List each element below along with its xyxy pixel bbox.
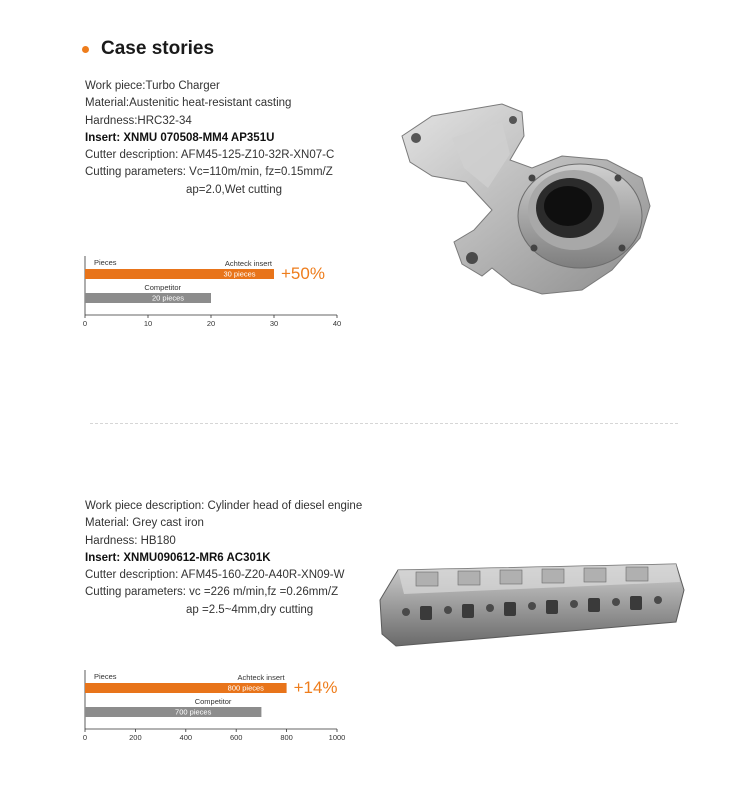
series-name-achteck: Achteck insert — [224, 259, 272, 268]
spec-cutting-params-cont: ap =2.5~4mm,dry cutting — [186, 603, 314, 616]
spec-hardness: Hardness: HB180 — [85, 534, 176, 547]
x-tick-label: 0 — [82, 319, 88, 328]
x-tick-label: 600 — [229, 733, 243, 742]
x-tick-label: 20 — [206, 319, 216, 328]
series-name-competitor: Competitor — [194, 697, 232, 706]
spec-cutting-params-cont: ap=2.0,Wet cutting — [186, 183, 283, 196]
spec-workpiece: Work piece:Turbo Charger — [85, 80, 220, 92]
x-tick-label: 0 — [82, 733, 88, 742]
x-tick-label: 800 — [280, 733, 293, 742]
improvement-label: +14% — [293, 678, 338, 697]
orange-bullet-icon — [82, 46, 89, 53]
page-title: Case stories — [101, 38, 215, 59]
case-1-chart — [70, 252, 370, 328]
spec-cutter: Cutter description: AFM45-125-Z10-32R-XN07-C — [85, 149, 335, 162]
section-divider — [90, 423, 678, 424]
bar-competitor — [85, 293, 211, 303]
section-header — [82, 36, 214, 62]
case-1-bar-chart — [70, 252, 370, 328]
cylinder-head-photo — [376, 560, 686, 657]
series-name-competitor: Competitor — [144, 283, 181, 292]
spec-material: Material: Grey cast iron — [85, 517, 204, 530]
spec-workpiece: Work piece description: Cylinder head of diesel engine — [85, 500, 363, 512]
x-tick-label: 1000 — [328, 733, 346, 742]
case-1-specs — [85, 78, 334, 199]
spec-cutting-params: Cutting parameters: vc =226 m/min,fz =0.26mm/Z — [85, 586, 339, 599]
spec-material: Material:Austenitic heat-resistant casting — [85, 97, 292, 110]
case-2-chart — [70, 666, 370, 742]
bar-value-label: 700 pieces — [175, 707, 212, 717]
x-tick-label: 200 — [129, 733, 142, 742]
bar-value-label: 30 pieces — [223, 269, 256, 279]
spec-hardness: Hardness:HRC32-34 — [85, 114, 192, 127]
spec-cutter: Cutter description: AFM45-160-Z20-A40R-XN09-W — [85, 569, 345, 582]
spec-insert: Insert: XNMU090612-MR6 AC301K — [85, 551, 271, 564]
axis-label-pieces: Pieces — [94, 258, 117, 267]
case-2-specs — [85, 498, 362, 619]
x-tick-label: 30 — [269, 319, 279, 328]
case-2-bar-chart — [70, 666, 370, 742]
spec-cutting-params: Cutting parameters: Vc=110m/min, fz=0.15mm/Z — [85, 166, 333, 179]
turbo-charger-housing-photo — [392, 98, 662, 303]
series-name-achteck: Achteck insert — [237, 673, 285, 682]
bar-value-label: 20 pieces — [151, 293, 185, 303]
axis-label-pieces: Pieces — [94, 672, 117, 681]
x-tick-label: 400 — [179, 733, 193, 742]
spec-insert: Insert: XNMU 070508-MM4 AP351U — [85, 131, 275, 144]
x-tick-label: 40 — [332, 319, 342, 328]
bar-value-label: 800 pieces — [227, 683, 264, 693]
x-tick-label: 10 — [143, 319, 153, 328]
bar-competitor — [85, 707, 261, 717]
improvement-label: +50% — [281, 264, 325, 283]
